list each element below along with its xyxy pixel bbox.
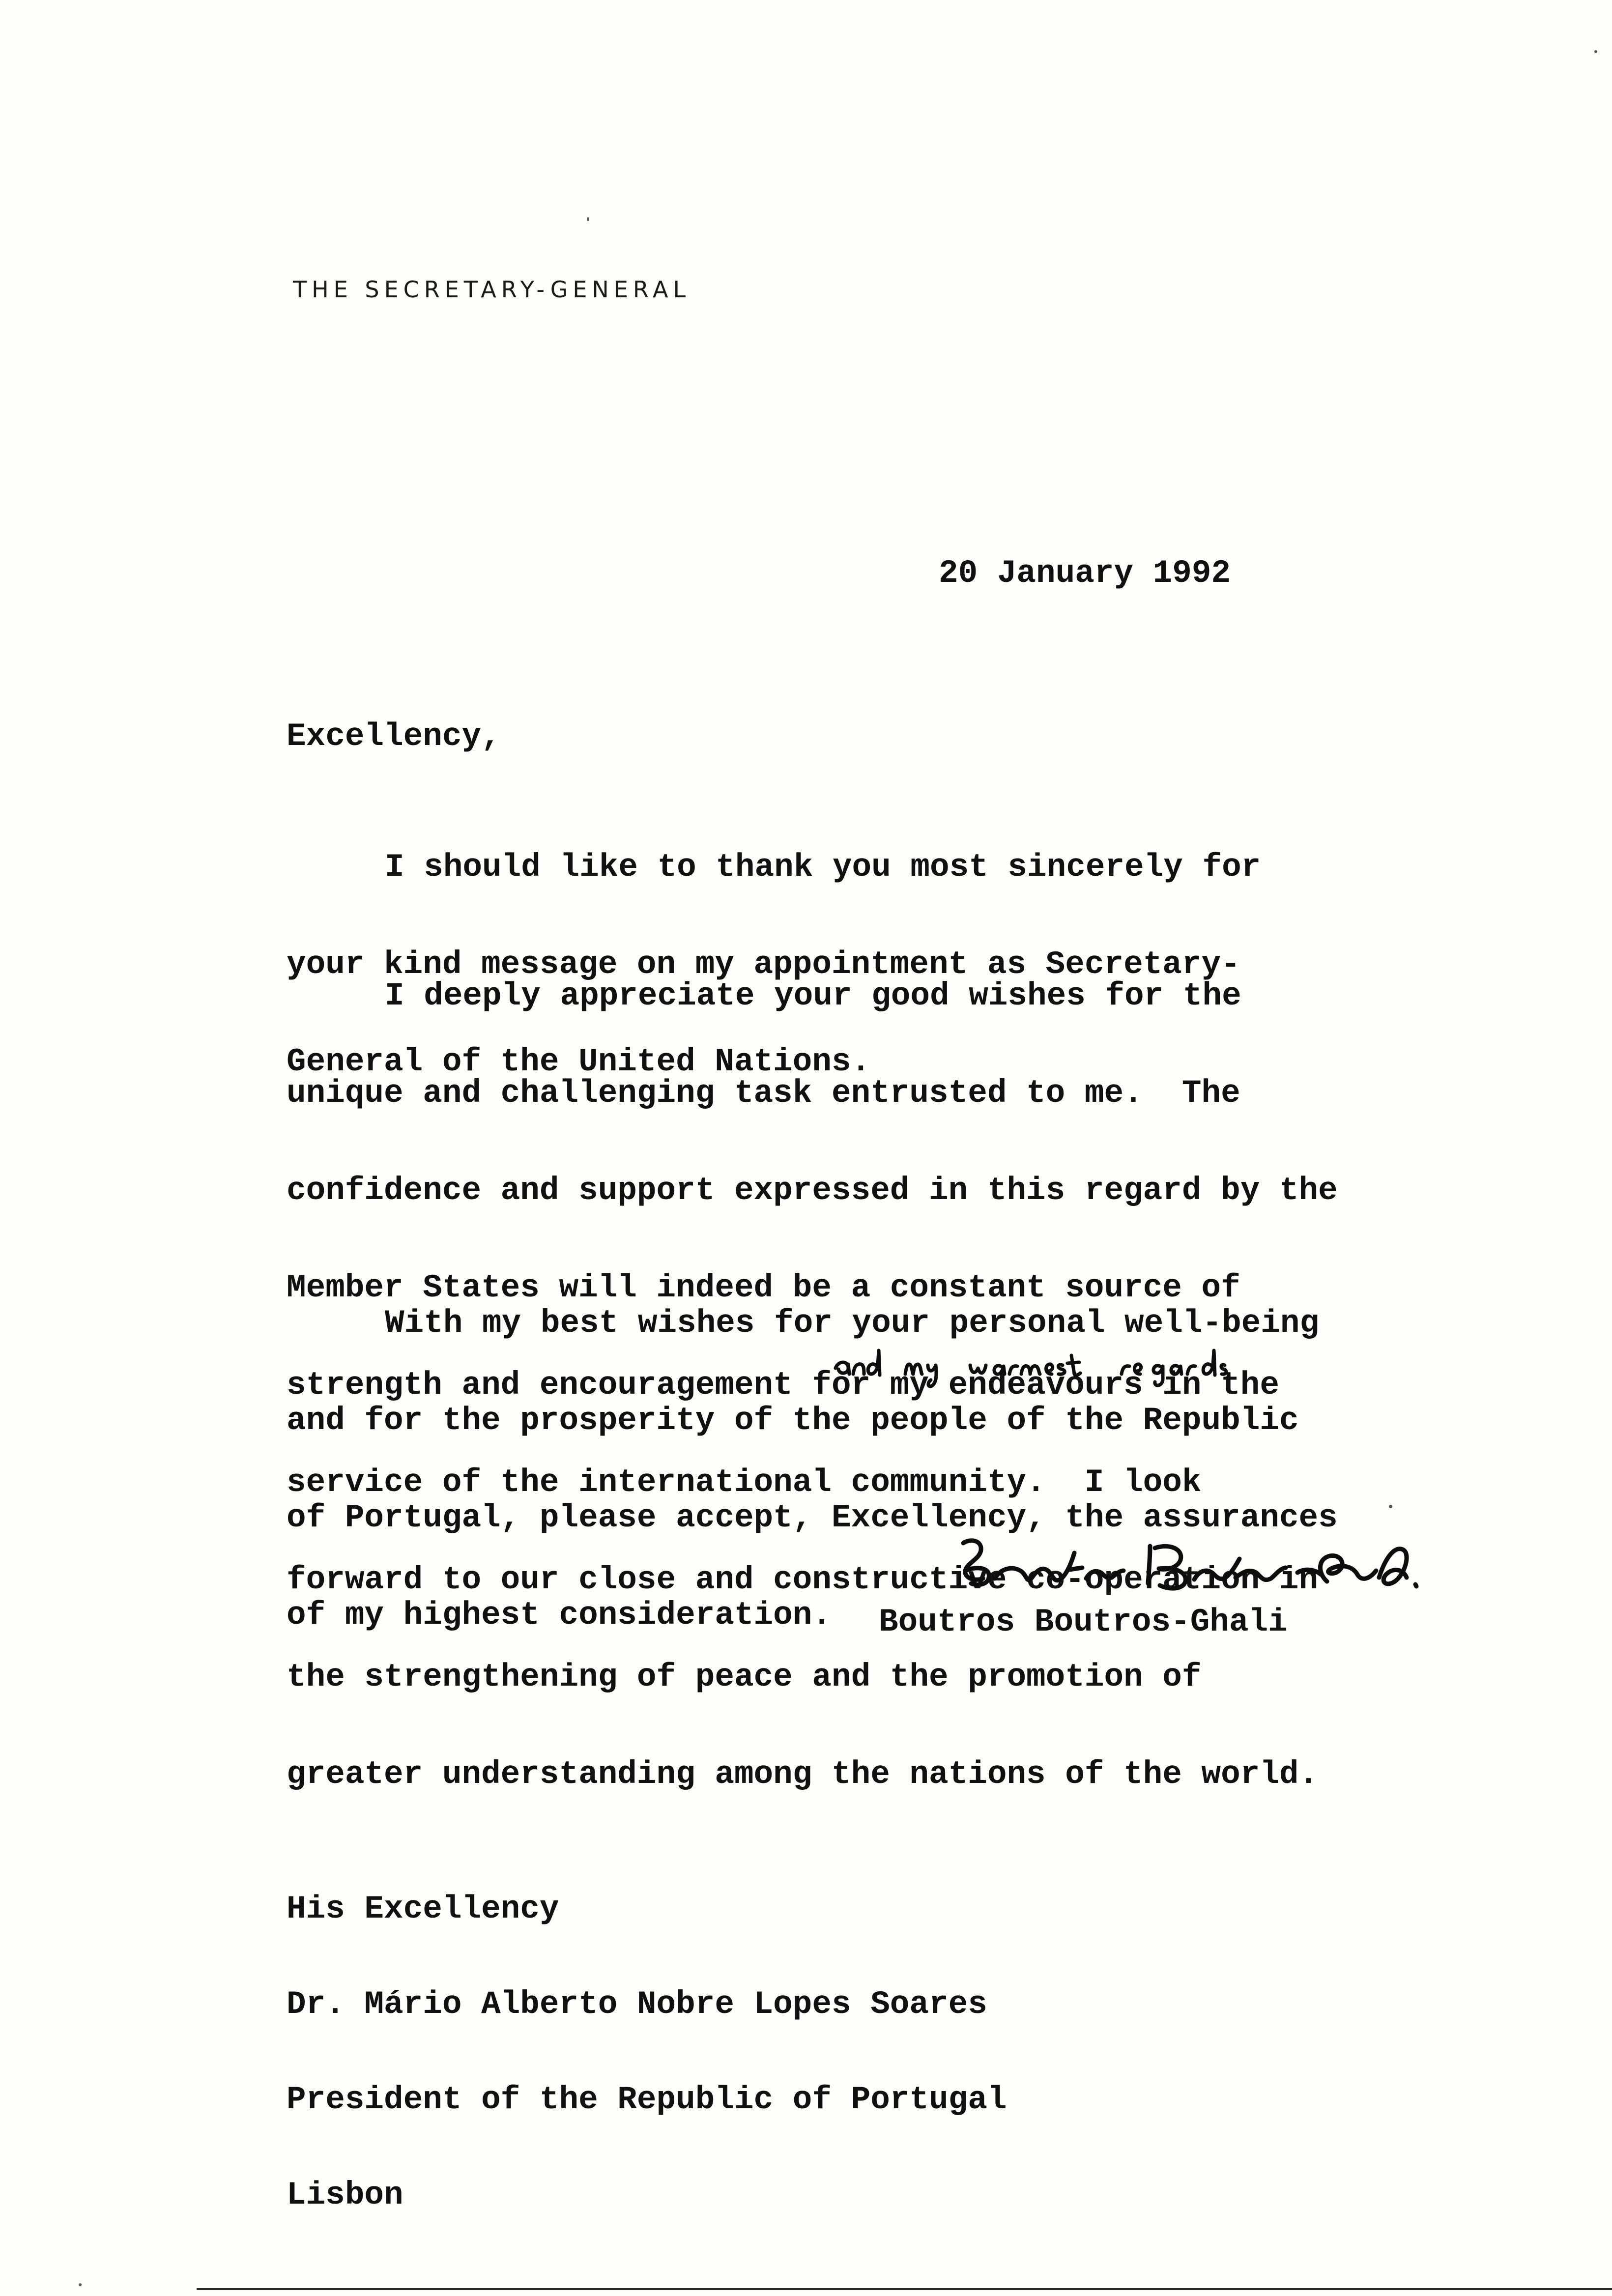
paragraph-line: service of the international community. I look (287, 1464, 1202, 1501)
paragraph-line: and for the prosperity of the people of the Republic (287, 1402, 1299, 1439)
handwritten-closing (832, 1346, 1353, 1390)
address-line: His Excellency (287, 1891, 559, 1927)
paragraph-line: forward to our close and constructive co-operation in (287, 1561, 1319, 1598)
signature (953, 1523, 1425, 1607)
address-line: Lisbon (287, 2177, 403, 2213)
address-line: President of the Republic of Portugal (287, 2081, 1007, 2118)
paragraph-line: General of the United Nations. (287, 1043, 871, 1080)
paragraph-line: With my best wishes for your personal well-being (385, 1305, 1320, 1342)
paragraph-line: I should like to thank you most sincerely for (385, 849, 1261, 886)
paragraph-line: of Portugal, please accept, Excellency, the assurances (287, 1499, 1338, 1536)
paragraph-line: I deeply appreciate your good wishes for the (385, 977, 1241, 1014)
letterhead: THE SECRETARY-GENERAL (293, 276, 691, 303)
salutation: Excellency, (287, 718, 501, 755)
scan-speck (1594, 50, 1597, 53)
scan-speck (1389, 1505, 1392, 1508)
signatory-name: Boutros Boutros-Ghali (879, 1604, 1288, 1640)
paragraph-line: confidence and support expressed in this regard by the (287, 1172, 1338, 1209)
paragraph-line: your kind message on my appointment as Secretary- (287, 946, 1240, 983)
address-line: Dr. Mário Alberto Nobre Lopes Soares (287, 1986, 987, 2023)
paragraph-line: of my highest consideration. (287, 1597, 832, 1634)
paragraph-line: Member States will indeed be a constant source of (287, 1269, 1240, 1306)
scan-speck (587, 217, 589, 221)
bottom-edge-line (197, 2288, 1612, 2290)
recipient-address (287, 1828, 1007, 2274)
paragraph-line: unique and challenging task entrusted to me. The (287, 1075, 1240, 1112)
scan-speck (79, 2283, 82, 2286)
letter-date: 20 January 1992 (939, 555, 1231, 592)
paragraph-line: strength and encouragement for my endeavours in the (287, 1367, 1279, 1404)
paragraph-line: greater understanding among the nations of the world. (287, 1756, 1319, 1793)
paragraph-line: the strengthening of peace and the promotion of (287, 1659, 1202, 1695)
